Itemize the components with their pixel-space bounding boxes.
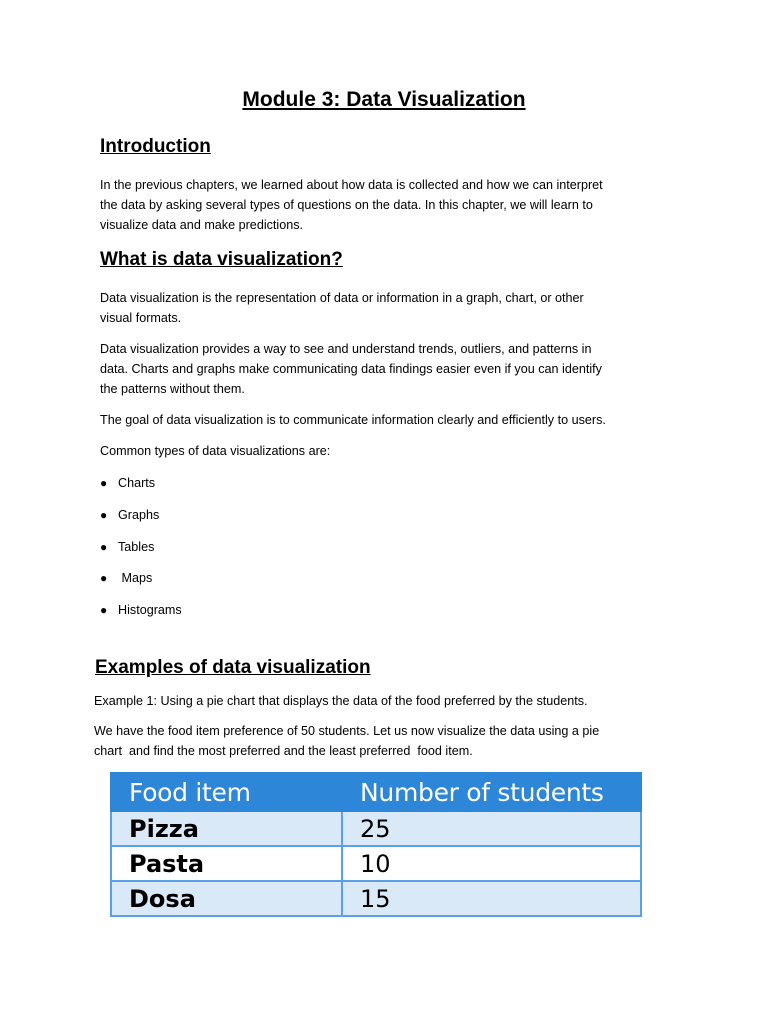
bullet-icon: ● xyxy=(100,539,108,554)
list-item: ● Histograms xyxy=(100,601,182,633)
student-count-cell: 15 xyxy=(342,881,641,916)
food-preference-table xyxy=(110,772,642,917)
list-item: ● Graphs xyxy=(100,506,182,538)
text-line: visualize data and make predictions. xyxy=(100,217,304,232)
text-line: We have the food item preference of 50 students. Let us now visualize the data using a pie xyxy=(94,724,600,738)
food-item-cell: Pizza xyxy=(111,811,342,846)
column-header-number-of-students: Number of students xyxy=(342,773,641,811)
text-line: chart and find the most preferred and the least preferred food item. xyxy=(94,743,473,758)
table-header-row xyxy=(111,773,641,811)
list-item: ● Maps xyxy=(100,569,182,601)
text-line: Data visualization is the representation of data or information in a graph, chart, or other xyxy=(100,291,584,305)
page-title: Module 3: Data Visualization xyxy=(242,88,526,111)
common-types-intro: Common types of data visualizations are: xyxy=(100,444,331,458)
bullet-icon: ● xyxy=(100,507,108,522)
definition-paragraph xyxy=(100,289,690,329)
food-item-cell: Dosa xyxy=(111,881,342,916)
what-is-heading: What is data visualization? xyxy=(100,249,343,270)
introduction-paragraph xyxy=(100,176,690,235)
examples-heading: Examples of data visualization xyxy=(95,657,371,678)
purpose-paragraph xyxy=(100,340,690,399)
text-line: the data by asking several types of questions on the data. In this chapter, we will learn to xyxy=(100,197,593,212)
text-line: In the previous chapters, we learned about how data is collected and how we can interpret xyxy=(100,178,603,192)
example-description xyxy=(94,722,684,762)
bullet-icon: ● xyxy=(100,603,108,618)
food-item-cell: Pasta xyxy=(111,846,342,881)
visualization-types-list xyxy=(100,474,182,633)
introduction-heading: Introduction xyxy=(100,136,211,157)
goal-paragraph: The goal of data visualization is to communicate information clearly and efficiently to users. xyxy=(100,413,606,427)
text-line: Data visualization provides a way to see and understand trends, outliers, and patterns in xyxy=(100,342,592,356)
table-row xyxy=(111,846,641,881)
bullet-icon: ● xyxy=(100,476,108,490)
text-line: visual formats. xyxy=(100,310,182,325)
list-item: ● Tables xyxy=(100,538,182,570)
table-row xyxy=(111,881,641,916)
bullet-icon: ● xyxy=(100,571,108,586)
text-line: the patterns without them. xyxy=(100,381,245,396)
column-header-food-item: Food item xyxy=(111,773,342,811)
list-item: ● Charts xyxy=(100,474,182,506)
table-row xyxy=(111,811,641,846)
student-count-cell: 10 xyxy=(342,846,641,881)
student-count-cell: 25 xyxy=(342,811,641,846)
text-line: data. Charts and graphs make communicating data findings easier even if you can identify xyxy=(100,361,602,376)
example-1-text: Example 1: Using a pie chart that displays the data of the food preferred by the students. xyxy=(94,694,588,708)
